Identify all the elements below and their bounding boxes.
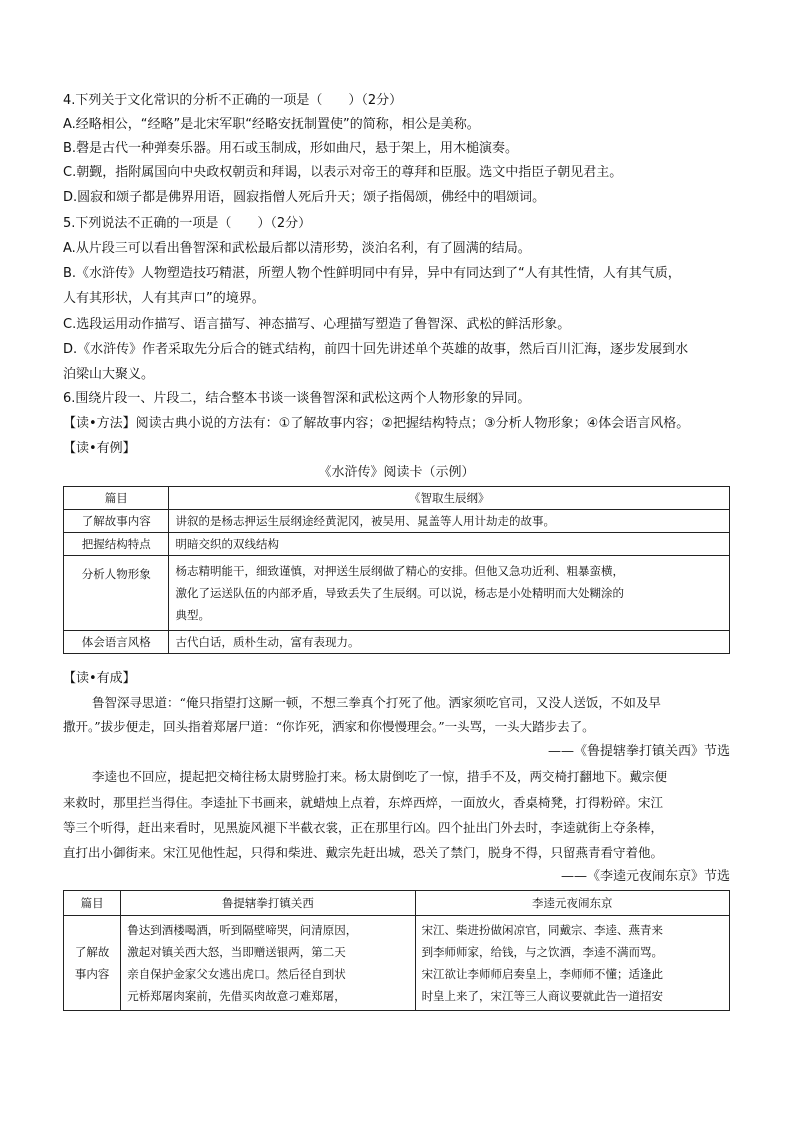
card-row-value: 讲叙的是杨志押运生辰纲途经黄泥冈，被吴用、晁盖等人用计劫走的故事。 — [169, 510, 730, 533]
card-row-label: 把握结构特点 — [64, 533, 169, 556]
excerpt-2-line: 直打出小御街来。宋江见他性起，只得和柴进、戴宗先赶出城，恐关了禁门，脱身不得，只留燕青看守着他。 — [63, 845, 664, 860]
question-5-option-d-cont: 泊梁山大聚义。 — [63, 367, 155, 382]
excerpt-1-line: 鲁智深寻思道：“俺只指望打这厮一顿，不想三拳真个打死了他。洒家须吃官司，又没人送饭，不如及早 — [92, 695, 661, 710]
compare-right-line: 到李师师家，给钱，与之饮酒，李逵不满而骂。 — [421, 945, 664, 959]
excerpt-1-source: ——《鲁提辖拳打镇关西》节选 — [547, 744, 730, 759]
card-row-value-line: 激化了运送队伍的内部矛盾，导致丢失了生辰纲。可以说，杨志是小处精明而大处糊涂的 — [175, 586, 624, 600]
reading-method: 【读•方法】阅读古典小说的方法有：①了解故事内容；②把握结构特点；③分析人物形象；④体会语言风格。 — [63, 416, 690, 431]
question-5-option-b: B.《水浒传》人物塑造技巧精湛，所塑人物个性鲜明同中有异，异中有同达到了“人有其性情，人有其气质， — [63, 266, 681, 281]
card-row-value: 古代白话，质朴生动，富有表现力。 — [169, 631, 730, 654]
question-4-option-a: A.经略相公，“经略”是北宋军职“经略安抚制置使”的简称，相公是美称。 — [63, 117, 480, 132]
compare-right-line: 宋江欲让李师师启奏皇上，李师师不懂；适逢此 — [421, 967, 664, 981]
card-row-value-line: 杨志精明能干，细致谨慎，对押送生辰纲做了精心的安排。但他又急功近利、粗暴蛮横， — [175, 564, 624, 578]
card-row-label: 分析人物形象 — [64, 556, 169, 631]
question-5-option-b-cont: 人有其形状，人有其声口”的境界。 — [63, 291, 265, 306]
compare-right-line: 时皇上来了，宋江等三人商议要就此告一道招安 — [421, 989, 664, 1003]
compare-header-right: 李逵元夜闹东京 — [415, 891, 729, 916]
table-row — [64, 631, 730, 654]
compare-header-left: 鲁提辖拳打镇关西 — [121, 891, 415, 916]
compare-left-cell — [121, 916, 415, 1011]
compare-left-line: 亲自保护金家父女逃出虎口。然后径自到状 — [127, 967, 346, 981]
reading-card-title: 《水浒传》阅读卡（示例） — [318, 465, 475, 480]
card-header-title: 《智取生辰纲》 — [169, 487, 730, 510]
compare-right-cell — [415, 916, 729, 1011]
card-row-label: 体会语言风格 — [64, 631, 169, 654]
table-row — [64, 510, 730, 533]
table-row — [64, 891, 730, 916]
table-row — [64, 556, 730, 631]
question-4-option-c: C.朝觐，指附属国向中央政权朝贡和拜谒，以表示对帝王的尊拜和臣服。选文中指臣子朝见君主。 — [63, 165, 623, 180]
compare-row-label: 了解故事内容 — [64, 916, 121, 1011]
table-row — [64, 487, 730, 510]
question-5-option-d: D.《水浒传》作者采取先分后合的链式结构，前四十回先讲述单个英雄的故事，然后百川汇海，逐步发展到水 — [63, 342, 689, 357]
excerpt-2-line: 等三个听得，赶出来看时，见黑旋风褪下半截衣裳，正在那里行凶。四个扯出门外去时，李逵就街上夺条棒， — [63, 820, 664, 835]
table-row — [64, 533, 730, 556]
question-4-stem: 4.下列关于文化常识的分析不正确的一项是（ ）（2分） — [63, 93, 403, 108]
question-5-option-a: A.从片段三可以看出鲁智深和武松最后都以清形势，淡泊名利，有了圆满的结局。 — [63, 241, 531, 256]
question-5-option-c: C.选段运用动作描写、语言描写、神态描写、心理描写塑造了鲁智深、武松的鲜活形象。 — [63, 317, 571, 332]
question-6-stem: 6.围绕片段一、片段二，结合整本书谈一谈鲁智深和武松这两个人物形象的异同。 — [63, 391, 531, 406]
question-4-option-b: B.磬是古代一种弹奏乐器。用石或玉制成，形如曲尺，悬于架上，用木槌演奏。 — [63, 141, 519, 156]
excerpt-2-line: 李逵也不回应，提起把交椅往杨太尉劈脸打来。杨太尉倒吃了一惊，措手不及，两交椅打翻地下。戴宗便 — [92, 769, 668, 784]
question-4-option-d: D.圆寂和颂子都是佛界用语，圆寂指僧人死后升天；颂子指偈颂，佛经中的唱颂词。 — [63, 190, 546, 205]
table-row — [64, 916, 730, 1011]
question-5-stem: 5.下列说法不正确的一项是（ ）（2分） — [63, 216, 312, 231]
compare-right-line: 宋江、柴进扮做闲凉官，同戴宗、李逵、燕青来 — [421, 923, 664, 937]
reading-card-table — [63, 486, 730, 654]
excerpt-2-source: ——《李逵元夜闹东京》节选 — [560, 869, 730, 884]
comparison-table — [63, 890, 730, 1011]
compare-left-line: 激起对镇关西大怒，当即赠送银两，第二天 — [127, 945, 346, 959]
card-row-label: 了解故事内容 — [64, 510, 169, 533]
excerpt-1-line: 撒开。”拔步便走，回头指着郑屠尸道：“你诈死，洒家和你慢慢理会。”一头骂，一头大踏步去了。 — [63, 719, 595, 734]
excerpt-2-line: 来救时，那里拦当得住。李逵扯下书画来，就蜡烛上点着，东焠西焠，一面放火，香桌椅凳，打得粉碎。宋江 — [63, 795, 664, 810]
card-row-value-line: 典型。 — [175, 608, 210, 622]
card-row-value — [169, 556, 730, 631]
compare-left-line: 鲁达到酒楼喝酒，听到隔壁啼哭，问清原因， — [127, 923, 358, 937]
compare-left-line: 元桥郑屠肉案前，先借买肉故意刁难郑屠， — [127, 989, 346, 1003]
example-heading: 【读•有例】 — [63, 441, 136, 456]
compare-header-label: 篇目 — [64, 891, 121, 916]
card-header-label: 篇目 — [64, 487, 169, 510]
result-heading: 【读•有成】 — [63, 671, 136, 686]
card-row-value: 明暗交织的双线结构 — [169, 533, 730, 556]
